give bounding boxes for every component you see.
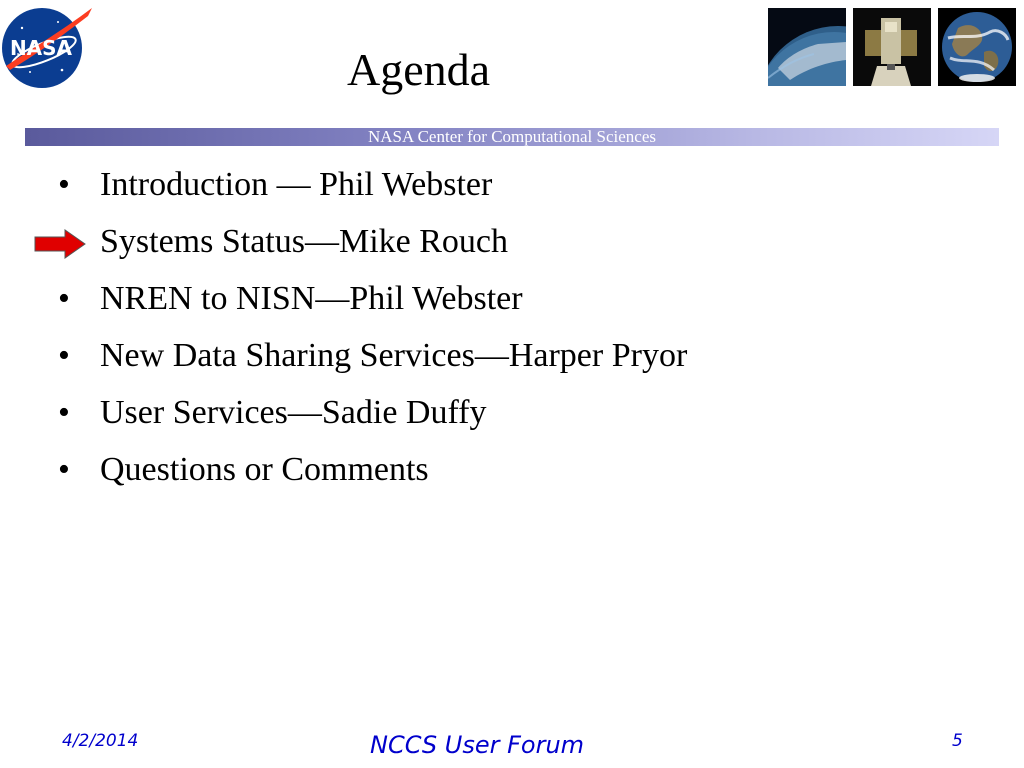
agenda-item <box>58 160 687 217</box>
space-shuttle-image <box>853 8 931 86</box>
agenda-item-current <box>58 217 687 274</box>
agenda-item-text: New Data Sharing Services—Harper Pryor <box>100 337 688 374</box>
bullet: • <box>58 394 70 431</box>
bullet: • <box>58 166 70 203</box>
svg-text:NASA: NASA <box>9 36 73 60</box>
bullet: • <box>58 451 70 488</box>
agenda-item <box>58 445 687 502</box>
footer-date: 4/2/2014 <box>62 731 139 751</box>
agenda-item-text: NREN to NISN—Phil Webster <box>100 280 523 317</box>
earth-limb-image <box>768 8 846 86</box>
earth-globe-image <box>938 8 1016 86</box>
agenda-item-text: User Services—Sadie Duffy <box>100 394 487 431</box>
agenda-item <box>58 331 687 388</box>
nasa-logo <box>0 2 96 94</box>
bullet: • <box>58 280 70 317</box>
slide-title: Agenda <box>347 44 491 95</box>
header-banner <box>25 128 999 146</box>
agenda-item <box>58 274 687 331</box>
agenda-list <box>58 160 687 502</box>
agenda-item <box>58 388 687 445</box>
agenda-item-text: Introduction — Phil Webster <box>100 166 493 203</box>
footer-title: NCCS User Forum <box>370 731 585 759</box>
agenda-item-text: Questions or Comments <box>100 451 429 488</box>
agenda-item-text: Systems Status—Mike Rouch <box>100 223 509 260</box>
bullet: • <box>58 337 70 374</box>
red-arrow-icon <box>33 229 87 259</box>
page-number: 5 <box>952 731 963 751</box>
banner-text: NASA Center for Computational Sciences <box>367 127 656 146</box>
